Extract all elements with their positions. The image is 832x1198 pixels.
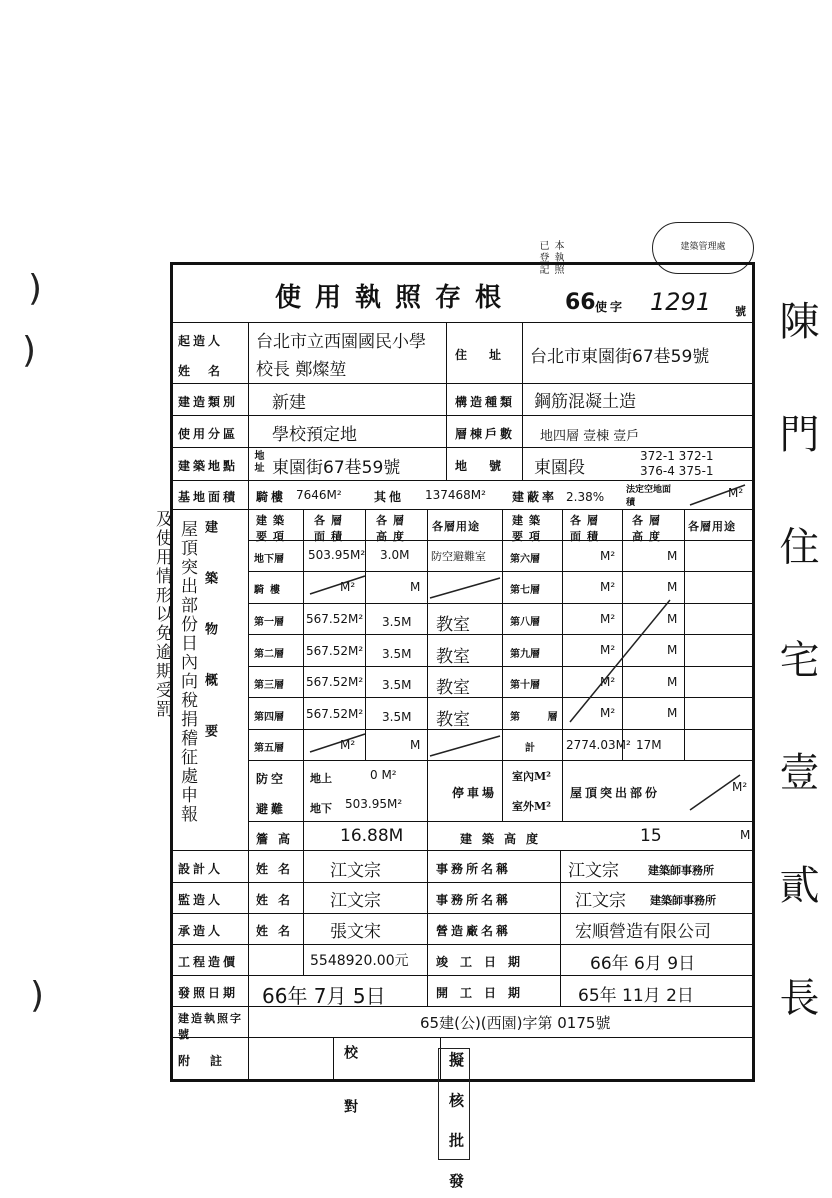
right-margin-note: 陳 門 住 宅 壹 貳 長 — [773, 300, 819, 1047]
lot-numbers-1: 372-1 372-1 — [640, 449, 714, 463]
floor-area: 567.52M² — [306, 644, 364, 658]
unit-area: M² — [600, 675, 616, 689]
col-height-2: 各層高度 — [632, 514, 666, 543]
arcade-label: 騎樓 — [256, 490, 287, 504]
building-height-unit: M — [740, 828, 751, 842]
unit-height: M — [667, 675, 678, 689]
unit-area: M² — [600, 549, 616, 563]
above-label: 地上 — [310, 772, 332, 785]
builder-label: 起造人 — [178, 334, 224, 348]
start-label: 開工日期 — [436, 986, 533, 1000]
floors-value: 地四層 壹棟 壹戶 — [540, 429, 640, 444]
lot-numbers-2: 376-4 375-1 — [640, 464, 714, 478]
cost-value: 5548920.00元 — [310, 953, 409, 969]
builder-value: 台北市立西園國民小學 — [256, 332, 426, 352]
supervisor-office-suffix: 建築師事務所 — [650, 894, 716, 907]
office-label: 事務所名稱 — [436, 862, 512, 876]
floor-name-right: 第十層 — [510, 680, 540, 691]
floor-name: 騎樓 — [254, 585, 286, 596]
designer-label: 設計人 — [178, 862, 224, 876]
category-value: 新建 — [272, 393, 306, 413]
col-area-2: 各層面積 — [570, 514, 604, 543]
floor-area: 567.52M² — [306, 675, 364, 689]
address-value: 台北市東園街67巷59號 — [530, 347, 710, 367]
floor-height: 3.5M — [382, 710, 412, 724]
permit-value: 65建(公)(西園)字第 0175號 — [420, 1014, 611, 1032]
arcade-value: 7646M² — [296, 488, 342, 502]
below-label: 地下 — [310, 802, 332, 815]
unit-height: M — [667, 643, 678, 657]
margin-mark: ) — [22, 330, 37, 371]
zoning-value: 學校預定地 — [272, 425, 357, 445]
other-label: 其他 — [374, 490, 405, 504]
above-value: 0 M² — [370, 768, 397, 782]
margin-mark: ) — [30, 975, 45, 1016]
col-item-2: 建築要項 — [512, 514, 546, 543]
floor-area: M² — [340, 738, 356, 752]
address-label: 住址 — [455, 348, 524, 362]
site-label: 建築地點 — [178, 459, 239, 473]
legal-open-unit: M² — [728, 486, 744, 500]
floor-name-right: 第八層 — [510, 617, 540, 628]
eave-label: 簷高 — [256, 832, 301, 846]
unit-height: M — [667, 580, 678, 594]
name-label: 姓名 — [256, 924, 301, 938]
indoor-label: 室內M² — [512, 770, 551, 783]
permit-number: 1291 — [650, 288, 712, 316]
building-height-label: 建築高度 — [460, 832, 549, 846]
structure-label: 構造種類 — [455, 395, 516, 409]
lot-label: 地號 — [455, 459, 524, 473]
other-value: 137468M² — [425, 488, 486, 502]
floor-use: 教室 — [436, 678, 470, 698]
designer-office-suffix: 建築師事務所 — [648, 864, 714, 877]
margin-mark: ) — [28, 268, 43, 309]
outdoor-label: 室外M² — [512, 800, 551, 813]
permit-label: 建造執照字號 — [178, 1012, 243, 1041]
total-area: 2774.03M² — [566, 738, 631, 752]
unit-height: M — [667, 706, 678, 720]
start-value: 65年 11月 2日 — [578, 986, 694, 1006]
site-sub-label: 地址 — [252, 450, 263, 474]
floor-height: 3.5M — [382, 678, 412, 692]
floor-name-right: 第九層 — [510, 649, 540, 660]
roof-unit: M² — [732, 780, 748, 794]
evac-label: 避難 — [256, 802, 287, 816]
roof-label: 屋頂突出部份 — [570, 786, 661, 800]
base-area-label: 基地面積 — [178, 490, 239, 504]
floor-area: M² — [340, 580, 356, 594]
floor-name-right: 第 層 — [510, 712, 570, 723]
unit-area: M² — [600, 706, 616, 720]
issue-label: 發照日期 — [178, 986, 239, 1000]
name-label: 姓名 — [256, 893, 301, 907]
unit-area: M² — [600, 643, 616, 657]
permit-suffix: 號 — [735, 305, 749, 318]
eave-value: 16.88M — [340, 826, 404, 846]
builder-principal: 校長 鄭燦堃 — [256, 360, 347, 380]
building-section-label: 建築物概要 — [202, 520, 217, 775]
issue-value: 66年 7月 5日 — [262, 984, 386, 1008]
unit-area: M² — [600, 612, 616, 626]
floor-area: 503.95M² — [308, 548, 366, 562]
defense-label: 防空 — [256, 772, 287, 786]
floor-height: 3.0M — [380, 548, 410, 562]
floor-height: M — [410, 580, 421, 594]
below-value: 503.95M² — [345, 797, 403, 811]
floor-name-right: 計 — [525, 743, 535, 754]
total-height: 17M — [636, 738, 662, 752]
floor-name: 第二層 — [254, 649, 284, 660]
floor-name-right: 第六層 — [510, 554, 540, 565]
col-use-2: 各層用途 — [688, 520, 736, 533]
zoning-label: 使用分區 — [178, 427, 239, 441]
floor-name: 第三層 — [254, 680, 284, 691]
unit-height: M — [667, 612, 678, 626]
left-margin-note: 及使用情形以免逾期受罰 — [152, 510, 172, 719]
floor-use: 教室 — [436, 615, 470, 635]
contractor-label: 承造人 — [178, 924, 224, 938]
floor-height: 3.5M — [382, 647, 412, 661]
coverage-label: 建蔽率 — [512, 490, 558, 504]
registration-seal: 建築管理處 — [652, 222, 754, 274]
floor-name: 第一層 — [254, 617, 284, 628]
unit-height: M — [667, 549, 678, 563]
cost-label: 工程造價 — [178, 955, 239, 969]
category-label: 建造類別 — [178, 395, 239, 409]
col-height: 各層高度 — [376, 514, 410, 543]
floor-height: 3.5M — [382, 615, 412, 629]
approval-stamp-text: 擬 核 批 發 — [447, 1052, 465, 1198]
floor-area: 567.52M² — [306, 612, 364, 626]
coverage-value: 2.38% — [566, 490, 605, 504]
completion-value: 66年 6月 9日 — [590, 954, 696, 974]
designer-office: 江文宗 — [568, 861, 619, 881]
contractor-name: 張文宋 — [330, 922, 381, 942]
floor-use: 教室 — [436, 647, 470, 667]
floor-use: 防空避難室 — [431, 550, 486, 563]
notes-label: 附註 — [178, 1054, 243, 1068]
permit-prefix: 使字 — [595, 300, 626, 314]
legal-open-label: 法定空地面積 — [626, 485, 672, 508]
floor-height: M — [410, 738, 421, 752]
floor-use: 教室 — [436, 710, 470, 730]
floors-label: 層棟戶數 — [455, 427, 516, 441]
col-use: 各層用途 — [432, 520, 480, 533]
col-area: 各層面積 — [314, 514, 348, 543]
lot-value: 東園段 — [534, 458, 585, 478]
floor-name: 地下層 — [254, 554, 284, 565]
floor-area: 567.52M² — [306, 707, 364, 721]
designer-name: 江文宗 — [330, 861, 381, 881]
floor-name: 第四層 — [254, 712, 284, 723]
builder-name-label: 姓名 — [178, 364, 239, 378]
form-title: 使用執照存根 — [275, 283, 516, 313]
firm-label: 營造廠名稱 — [436, 924, 512, 938]
left-margin-note-2: 屋頂突出部份日內向稅捐稽征處申報 — [177, 520, 197, 824]
contractor-firm: 宏順營造有限公司 — [575, 922, 711, 942]
structure-value: 鋼筋混凝土造 — [534, 392, 636, 412]
col-item: 建築要項 — [256, 514, 290, 543]
site-value: 東園街67巷59號 — [272, 458, 401, 478]
permit-year: 66 — [565, 290, 596, 315]
supervisor-office: 江文宗 — [575, 891, 626, 911]
completion-label: 竣工日期 — [436, 955, 533, 969]
floor-name: 第五層 — [254, 743, 284, 754]
unit-area: M² — [600, 580, 616, 594]
office-label: 事務所名稱 — [436, 893, 512, 907]
proof-label: 校對 — [342, 1045, 358, 1153]
parking-label: 停車場 — [452, 786, 498, 800]
name-label: 姓名 — [256, 862, 301, 876]
building-height-value: 15 — [640, 826, 662, 846]
floor-name-right: 第七層 — [510, 585, 540, 596]
top-stamp: 本執照已登記 — [537, 240, 563, 276]
supervisor-name: 江文宗 — [330, 891, 381, 911]
supervisor-label: 監造人 — [178, 893, 224, 907]
